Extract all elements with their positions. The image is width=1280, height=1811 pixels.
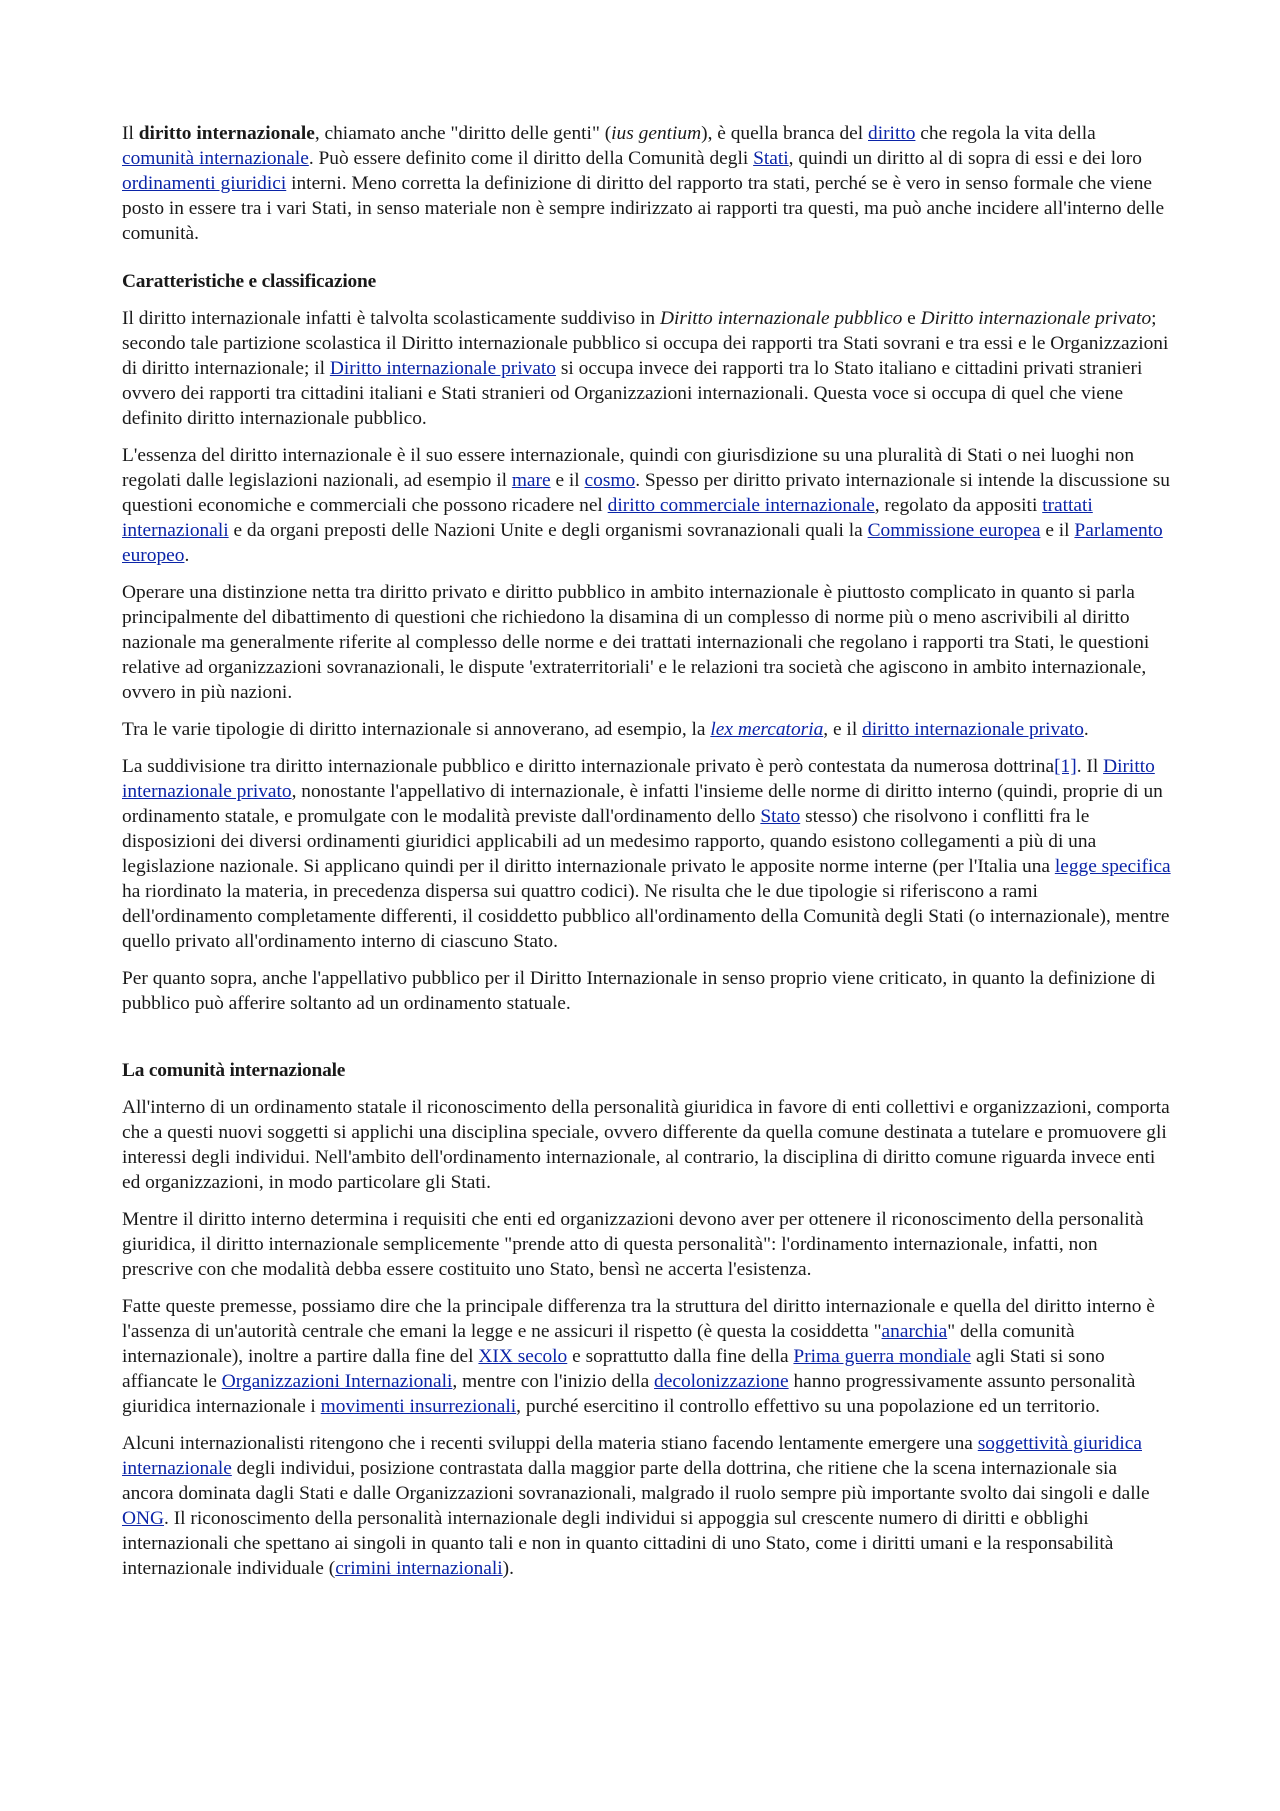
link-crimini-internazionali[interactable]: crimini internazionali — [335, 1558, 503, 1579]
text: , regolato da appositi — [874, 495, 1043, 516]
text: " della comunità internazionale), inoltre a partire dalla fine del — [122, 1321, 1075, 1367]
link-xix-secolo[interactable]: XIX secolo — [478, 1346, 568, 1367]
text: Il — [122, 123, 139, 144]
text: e da organi preposti delle Nazioni Unite e degli organismi sovranazionali quali la — [228, 520, 868, 541]
paragraph — [122, 1294, 1172, 1419]
link-comunita-internazionale[interactable]: comunità internazionale — [122, 148, 309, 169]
link-soggettivita-giuridica-internazionale[interactable]: soggettività giuridica internazionale — [122, 1433, 1142, 1479]
link-parlamento-europeo[interactable]: Parlamento europeo — [122, 520, 1163, 566]
document-page — [122, 121, 1172, 1593]
intro-paragraph — [122, 121, 1172, 246]
text: si occupa invece dei rapporti tra lo Stato italiano e cittadini privati stranieri ovvero dei rapporti tra cittadini italiani e Stati stranieri od Organizzazioni internazionali. Questa voce si occupa di quel che viene definito diritto internazionale pubblico. — [122, 358, 1143, 429]
link-stato[interactable]: Stato — [760, 806, 801, 827]
text: , nonostante l'appellativo di internazionale, è infatti l'insieme delle norme di diritto interno (quindi, proprie di un ordinamento statale, e promulgate con le modalità previste dall'ordinamento dello — [122, 781, 1163, 827]
link-mare[interactable]: mare — [511, 470, 551, 491]
link-diritto-internazionale-privato[interactable]: Diritto internazionale privato — [329, 358, 557, 379]
paragraph — [122, 443, 1172, 568]
link-diritto[interactable]: diritto — [868, 123, 916, 144]
paragraph — [122, 1431, 1172, 1581]
link-legge-specifica[interactable]: legge specifica — [1054, 856, 1171, 877]
italic-term: Diritto internazionale pubblico — [659, 308, 903, 329]
text: . Il riconoscimento della personalità internazionale degli individui si appoggia sul crescente numero di diritti e obblighi internazionali che spettano ai singoli in quanto tali e non in quanto cittadini di uno Stato, come i diritti umani e la responsabilità internazionale individuale ( — [122, 1508, 1114, 1579]
text: degli individui, posizione contrastata dalla maggior parte della dottrina, che ritiene che la scena internazionale sia ancora dominata dagli Stati e dalle Organizzazioni sovranazionali, malgrado il ruolo sempre più importante svolto dai singoli e dalle — [122, 1458, 1150, 1504]
section-heading-comunita: La comunità internazionale — [122, 1060, 346, 1081]
italic-term: Diritto internazionale privato — [920, 308, 1152, 329]
text: Tra le varie tipologie di diritto internazionale si annoverano, ad esempio, la — [122, 719, 711, 740]
text: ; secondo tale partizione scolastica il Diritto internazionale pubblico si occupa dei rapporti tra Stati sovrani e tra essi e le Organizzazioni di diritto internazionale; il — [122, 308, 1169, 379]
link-diritto-internazionale-privato[interactable]: Diritto internazionale privato — [122, 756, 1155, 802]
link-prima-guerra-mondiale[interactable]: Prima guerra mondiale — [793, 1346, 972, 1367]
link-commissione-europea[interactable]: Commissione europea — [867, 520, 1041, 541]
text: , quindi un diritto al di sopra di essi e dei loro — [788, 148, 1142, 169]
text: . Spesso per diritto privato internazionale si intende la discussione su questioni economiche e commerciali che possono ricadere nel — [122, 470, 1170, 516]
text: L'essenza del diritto internazionale è il suo essere internazionale, quindi con giurisdizione su una pluralità di Stati o nei luoghi non regolati dalle legislazioni nazionali, ad esempio il — [122, 445, 1135, 491]
text: , mentre con l'inizio della — [452, 1371, 655, 1392]
link-movimenti-insurrezionali[interactable]: movimenti insurrezionali — [320, 1396, 517, 1417]
section-heading-caratteristiche: Caratteristiche e classificazione — [122, 271, 376, 292]
paragraph: All'interno di un ordinamento statale il riconoscimento della personalità giuridica in favore di enti collettivi e organizzazioni, comporta che a questi nuovi soggetti si applichi una disciplina speciale, ovvero differente da quella comune destinata a tutelare e promuovere gli interessi degli individui. Nell'ambito dell'ordinamento internazionale, al contrario, la disciplina di diritto comune riguarda invece enti ed organizzazioni, in modo particolare gli Stati. — [122, 1097, 1170, 1193]
text: . Il — [1076, 756, 1104, 777]
paragraph: Operare una distinzione netta tra diritto privato e diritto pubblico in ambito internazionale è piuttosto complicato in quanto si parla principalmente del dibattimento di questioni che richiedono la disamina di un complesso di norme più o meno ascrivibili al diritto nazionale ma generalmente riferite al complesso delle norme e dei trattati internazionali che regolano i rapporti tra Stati, le questioni relative ad organizzazioni sovranazionali, le dispute 'extraterritoriali' e le relazioni tra società che agiscono in ambito internazionale, ovvero in più nazioni. — [122, 582, 1150, 703]
text: La suddivisione tra diritto internazionale pubblico e diritto internazionale privato è però contestata da numerosa dottrina — [122, 756, 1055, 777]
text: , e il — [823, 719, 863, 740]
paragraph — [122, 306, 1172, 431]
link-lex-mercatoria[interactable] — [710, 719, 823, 740]
text: Fatte queste premesse, possiamo dire che la principale differenza tra la struttura del diritto internazionale e quella del diritto interno è l'assenza di un'autorità centrale che emani la legge e ne assicuri il rispetto (è questa la cosiddetta " — [122, 1296, 1155, 1342]
text: Il diritto internazionale infatti è talvolta scolasticamente suddiviso in — [122, 308, 660, 329]
text: hanno progressivamente assunto personalità giuridica internazionale i — [122, 1371, 1136, 1417]
text: , purché esercitino il controllo effettivo su una popolazione ed un territorio. — [516, 1396, 1101, 1417]
text: agli Stati si sono affiancate le — [122, 1346, 1105, 1392]
link-ordinamenti-giuridici[interactable]: ordinamenti giuridici — [122, 173, 287, 194]
paragraph — [122, 717, 1172, 742]
link-trattati-internazionali[interactable]: trattati internazionali — [122, 495, 1093, 541]
text: . Può essere definito come il diritto della Comunità degli — [308, 148, 754, 169]
link-cosmo[interactable]: cosmo — [584, 470, 636, 491]
italic-term: ius gentium — [611, 123, 702, 144]
link-stati[interactable]: Stati — [753, 148, 789, 169]
link-diritto-internazionale-privato[interactable]: diritto internazionale privato — [862, 719, 1084, 740]
link-anarchia[interactable]: anarchia — [881, 1321, 948, 1342]
link-diritto-commerciale-internazionale[interactable]: diritto commerciale internazionale — [607, 495, 875, 516]
footnote-link[interactable]: [1] — [1054, 756, 1077, 777]
text: ), è quella branca del — [701, 123, 869, 144]
text: e soprattutto dalla fine della — [567, 1346, 794, 1367]
text: ). — [502, 1558, 514, 1579]
italic-link-text: lex mercatoria — [710, 719, 824, 740]
text: e il — [550, 470, 585, 491]
text: Alcuni internazionalisti ritengono che i recenti sviluppi della materia stiano facendo lentamente emergere una — [122, 1433, 978, 1454]
text: . — [1083, 719, 1089, 740]
link-ong[interactable]: ONG — [122, 1508, 165, 1529]
link-decolonizzazione[interactable]: decolonizzazione — [654, 1371, 789, 1392]
text: e — [902, 308, 921, 329]
text: interni. Meno corretta la definizione di diritto del rapporto tra stati, perché se è vero in senso formale che viene posto in essere tra i vari Stati, in senso materiale non è sempre indirizzato ai rapporti tra questi, ma può anche incidere all'interno delle comunità. — [122, 173, 1165, 244]
paragraph: Mentre il diritto interno determina i requisiti che enti ed organizzazioni devono aver per ottenere il riconoscimento della personalità giuridica, il diritto internazionale semplicemente "prende atto di questa personalità": l'ordinamento internazionale, infatti, non prescrive con che modalità debba essere costituito uno Stato, bensì ne accerta l'esistenza. — [122, 1209, 1144, 1280]
text: stesso) che risolvono i conflitti fra le disposizioni dei diversi ordinamenti giuridici applicabili ad un medesimo rapporto, quando esistono collegamenti a più di una legislazione nazionale. Si applicano quindi per il diritto internazionale privato le apposite norme interne (per l'Italia una — [122, 806, 1097, 877]
text: , chiamato anche "diritto delle genti" ( — [314, 123, 612, 144]
paragraph — [122, 754, 1172, 954]
text: . — [184, 545, 190, 566]
text: e il — [1040, 520, 1075, 541]
text: ha riordinato la materia, in precedenza dispersa sui quattro codici). Ne risulta che le due tipologie si riferiscono a rami dell'ordinamento completamente differenti, il cosiddetto pubblico all'ordinamento della Comunità degli Stati (o internazionale), mentre quello privato all'ordinamento interno di ciascuno Stato. — [122, 881, 1170, 952]
paragraph: Per quanto sopra, anche l'appellativo pubblico per il Diritto Internazionale in senso proprio viene criticato, in quanto la definizione di pubblico può afferire soltanto ad un ordinamento statuale. — [122, 968, 1156, 1014]
bold-term: diritto internazionale — [138, 123, 315, 144]
link-organizzazioni-internazionali[interactable]: Organizzazioni Internazionali — [221, 1371, 453, 1392]
text: che regola la vita della — [915, 123, 1096, 144]
